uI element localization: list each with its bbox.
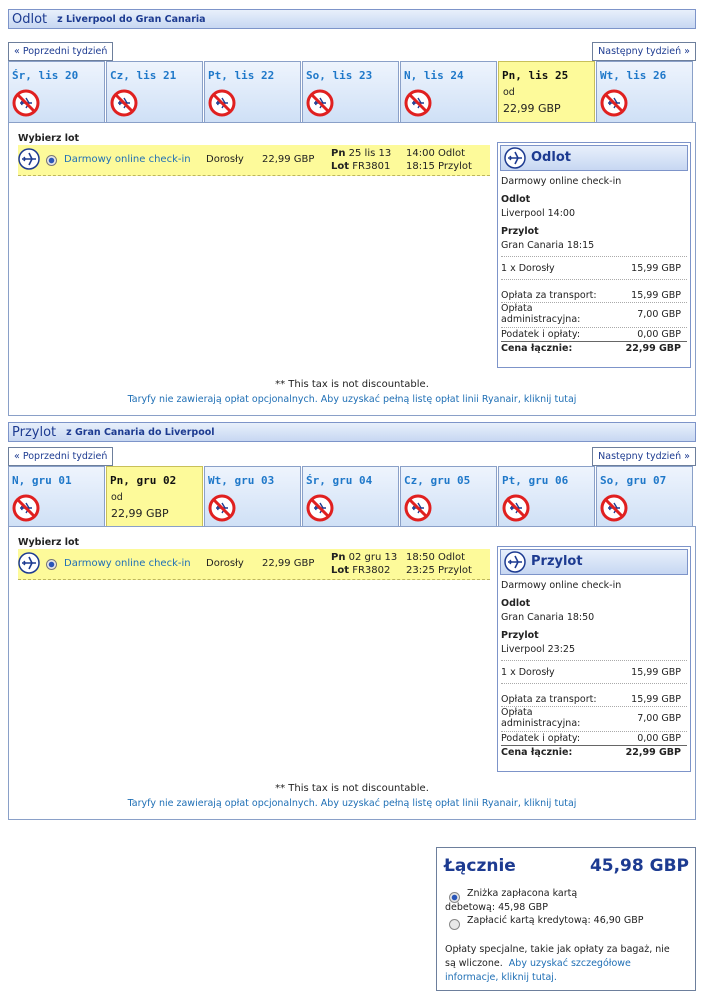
no-flight-icon xyxy=(306,89,334,117)
no-flight-icon xyxy=(404,494,432,522)
no-flight-icon xyxy=(208,89,236,117)
divider xyxy=(501,341,687,342)
day-price: 22,99 GBP xyxy=(111,507,169,520)
summary-transport-row: Opłata za transport: 15,99 GBP xyxy=(501,694,681,705)
day-label: Śr, gru 04 xyxy=(306,474,373,487)
divider xyxy=(501,279,687,280)
no-flight-icon xyxy=(12,494,40,522)
day-label: N, gru 01 xyxy=(12,474,72,487)
day-tab[interactable] xyxy=(8,466,105,527)
day-label: Śr, lis 20 xyxy=(12,69,79,82)
summary-total-row: Cena łącznie: 22,99 GBP xyxy=(501,747,681,758)
fares-info-link[interactable]: Taryfy nie zawierają opłat opcjonalnych. Aby uzyskać pełną listę opłat linii Ryanair, kliknij tutaj xyxy=(127,394,577,405)
summary-total-row: Cena łącznie: 22,99 GBP xyxy=(501,343,681,354)
flight-number: Lot FR3801 xyxy=(331,161,391,172)
prev-week-button[interactable]: « Poprzedni tydzień xyxy=(8,447,113,466)
divider xyxy=(501,731,687,732)
divider xyxy=(501,256,687,257)
day-tabs xyxy=(8,466,696,528)
inbound-section xyxy=(8,422,696,809)
day-tab[interactable] xyxy=(8,61,105,122)
debit-card-label-2: debetową: 45,98 GBP xyxy=(445,902,548,913)
day-label: Pn, gru 02 xyxy=(110,474,177,487)
day-label: Cz, lis 21 xyxy=(110,69,177,82)
day-tab[interactable] xyxy=(400,61,497,122)
day-tab[interactable] xyxy=(106,61,203,122)
flight-row[interactable] xyxy=(18,549,490,580)
flight-panel xyxy=(8,526,696,820)
no-flight-icon xyxy=(502,494,530,522)
no-flight-icon xyxy=(306,494,334,522)
leg-title: Odlot xyxy=(12,11,48,27)
summary-checkin: Darmowy online check-in xyxy=(501,580,622,591)
leg-title: Przylot xyxy=(12,424,57,440)
summary-admin-row: Opłata administracyjna: 7,00 GBP xyxy=(501,707,681,729)
credit-card-label: Zapłacić kartą kredytową: 46,90 GBP xyxy=(467,915,644,926)
tax-note: ** This tax is not discountable. xyxy=(275,783,429,794)
day-tab[interactable] xyxy=(596,61,693,122)
day-tab[interactable] xyxy=(204,466,301,527)
day-label: Pt, gru 06 xyxy=(502,474,569,487)
summary-box xyxy=(497,142,691,368)
summary-arr-label: Przylot xyxy=(501,226,539,237)
summary-transport-row: Opłata za transport: 15,99 GBP xyxy=(501,290,681,301)
day-label: Cz, gru 05 xyxy=(404,474,471,487)
day-tab[interactable] xyxy=(302,466,399,527)
day-tab[interactable] xyxy=(204,61,301,122)
no-flight-icon xyxy=(600,494,628,522)
total-value: 45,98 GBP xyxy=(589,856,689,876)
day-price: 22,99 GBP xyxy=(503,102,561,115)
flight-price: 22,99 GBP xyxy=(262,154,315,165)
no-flight-icon xyxy=(404,89,432,117)
summary-box xyxy=(497,546,691,772)
no-flight-icon xyxy=(12,89,40,117)
summary-tax-row: Podatek i opłaty: 0,00 GBP xyxy=(501,733,681,744)
summary-arr-value: Liverpool 23:25 xyxy=(501,644,575,655)
day-tabs xyxy=(8,61,696,123)
summary-pax-row: 1 x Dorosły 15,99 GBP xyxy=(501,263,681,274)
no-flight-icon xyxy=(110,89,138,117)
summary-header xyxy=(500,549,688,575)
day-tab[interactable] xyxy=(400,466,497,527)
day-tab[interactable] xyxy=(498,61,595,122)
day-tab[interactable] xyxy=(498,466,595,527)
no-flight-icon xyxy=(208,494,236,522)
summary-title: Odlot xyxy=(531,150,571,165)
plane-icon xyxy=(18,148,40,170)
divider xyxy=(501,683,687,684)
fees-note: Opłaty specjalne, takie jak opłaty za bagaż, nie są wliczone. Aby uzyskać szczegółowe informacje, kliknij tutaj. xyxy=(445,944,670,983)
summary-pax-row: 1 x Dorosły 15,99 GBP xyxy=(501,667,681,678)
summary-title: Przylot xyxy=(531,554,583,569)
day-label: N, lis 24 xyxy=(404,69,464,82)
day-label: So, lis 23 xyxy=(306,69,373,82)
fares-info-link[interactable]: Taryfy nie zawierają opłat opcjonalnych. Aby uzyskać pełną listę opłat linii Ryanair, kliknij tutaj xyxy=(127,798,577,809)
choose-flight-label: Wybierz lot xyxy=(18,133,80,144)
total-box xyxy=(436,847,696,991)
flight-number: Lot FR3802 xyxy=(331,565,391,576)
no-flight-icon xyxy=(600,89,628,117)
flight-date: Pn 25 lis 13 xyxy=(331,148,392,159)
pax-type: Dorosły xyxy=(206,154,244,165)
outbound-header xyxy=(8,9,696,29)
leg-route: z Liverpool do Gran Canaria xyxy=(57,13,206,25)
flight-radio[interactable] xyxy=(46,155,57,166)
plane-icon xyxy=(504,147,526,169)
summary-arr-label: Przylot xyxy=(501,630,539,641)
day-from-label: od xyxy=(503,87,515,98)
plane-icon xyxy=(504,551,526,573)
summary-dep-label: Odlot xyxy=(501,598,531,609)
pax-type: Dorosły xyxy=(206,558,244,569)
summary-dep-label: Odlot xyxy=(501,194,531,205)
week-nav xyxy=(8,42,696,60)
outbound-section xyxy=(8,9,696,405)
summary-dep-value: Gran Canaria 18:50 xyxy=(501,612,595,623)
inbound-header xyxy=(8,422,696,442)
day-from-label: od xyxy=(111,492,123,503)
day-tab[interactable] xyxy=(106,466,203,527)
total-label: Łącznie xyxy=(444,856,516,876)
next-week-button[interactable]: Następny tydzień » xyxy=(592,42,696,61)
credit-card-radio[interactable] xyxy=(449,919,460,930)
checkin-link[interactable]: Darmowy online check-in xyxy=(64,558,191,569)
details-link[interactable]: informacje, kliknij tutaj. xyxy=(445,972,557,983)
flight-radio[interactable] xyxy=(46,559,57,570)
flight-date: Pn 02 gru 13 xyxy=(331,552,398,563)
choose-flight-label: Wybierz lot xyxy=(18,537,80,548)
arrival-time: 18:15 Przylot xyxy=(406,161,472,172)
tax-note: ** This tax is not discountable. xyxy=(275,379,429,390)
details-link[interactable]: Aby uzyskać szczegółowe xyxy=(508,958,631,969)
divider xyxy=(501,660,687,661)
checkin-link[interactable]: Darmowy online check-in xyxy=(64,154,191,165)
summary-arr-value: Gran Canaria 18:15 xyxy=(501,240,595,251)
departure-time: 14:00 Odlot xyxy=(406,148,466,159)
day-label: So, gru 07 xyxy=(600,474,667,487)
plane-icon xyxy=(18,552,40,574)
prev-week-button[interactable]: « Poprzedni tydzień xyxy=(8,42,113,61)
next-week-button[interactable]: Następny tydzień » xyxy=(592,447,696,466)
day-tab[interactable] xyxy=(302,61,399,122)
summary-tax-row: Podatek i opłaty: 0,00 GBP xyxy=(501,329,681,340)
day-tab[interactable] xyxy=(596,466,693,527)
day-label: Wt, gru 03 xyxy=(208,474,275,487)
summary-checkin: Darmowy online check-in xyxy=(501,176,622,187)
summary-header xyxy=(500,145,688,171)
flight-price: 22,99 GBP xyxy=(262,558,315,569)
flight-panel xyxy=(8,122,696,416)
day-label: Wt, lis 26 xyxy=(600,69,667,82)
debit-card-label-1: Zniżka zapłacona kartą xyxy=(467,888,578,899)
flight-row[interactable] xyxy=(18,145,490,176)
day-label: Pt, lis 22 xyxy=(208,69,275,82)
divider xyxy=(501,745,687,746)
week-nav xyxy=(8,447,696,465)
departure-time: 18:50 Odlot xyxy=(406,552,466,563)
summary-dep-value: Liverpool 14:00 xyxy=(501,208,575,219)
divider xyxy=(501,327,687,328)
leg-route: z Gran Canaria do Liverpool xyxy=(66,426,215,438)
day-label: Pn, lis 25 xyxy=(502,69,569,82)
arrival-time: 23:25 Przylot xyxy=(406,565,472,576)
summary-admin-row: Opłata administracyjna: 7,00 GBP xyxy=(501,303,681,325)
